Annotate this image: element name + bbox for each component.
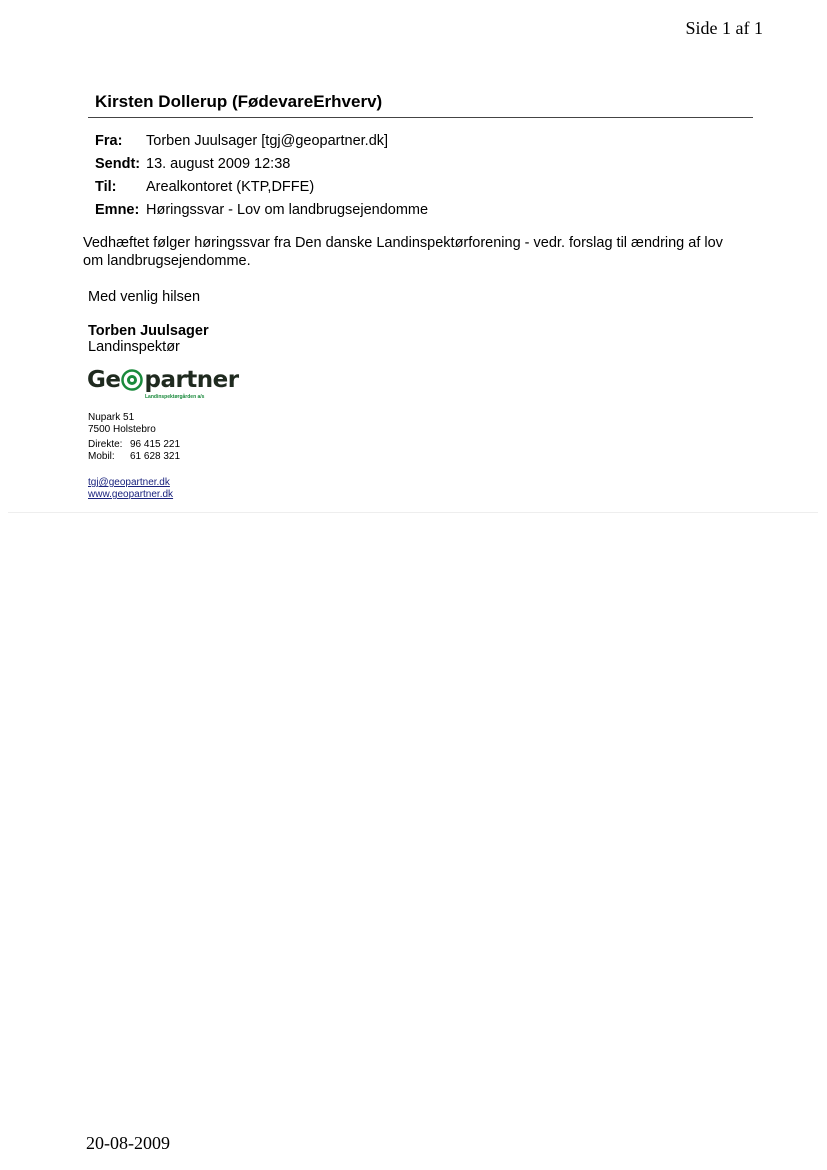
website-link[interactable]: www.geopartner.dk [88, 489, 174, 500]
signature-title: Landinspektør [88, 339, 180, 355]
phone-label: Mobil: [88, 451, 115, 462]
header-subject [95, 198, 428, 221]
phone-label: Direkte: [88, 439, 123, 450]
email-link[interactable]: tgj@geopartner.dk [88, 477, 170, 488]
logo-text-ge: Ge [87, 367, 121, 393]
logo-text-partner: partner [144, 367, 239, 393]
header-label: Emne: [95, 201, 140, 218]
address-city: 7500 Holstebro [88, 424, 156, 435]
header-from [95, 129, 428, 152]
mailbox-owner-heading: Kirsten Dollerup (FødevareErhverv) [95, 92, 383, 111]
header-label: Til: [95, 178, 117, 195]
header-label: Sendt: [95, 155, 141, 172]
email-headers [95, 129, 428, 221]
header-value: Høringssvar - Lov om landbrugsejendomme [146, 201, 429, 218]
phone-direct [88, 439, 180, 451]
geopartner-logo [87, 366, 247, 406]
header-value: Torben Juulsager [tgj@geopartner.dk] [146, 132, 389, 149]
header-value: 13. august 2009 12:38 [146, 155, 291, 172]
footer-date: 20-08-2009 [86, 1133, 170, 1153]
address-street: Nupark 51 [88, 412, 135, 423]
phone-number: 61 628 321 [130, 451, 181, 462]
header-value: Arealkontoret (KTP,DFFE) [146, 178, 315, 195]
phone-mobile [88, 451, 180, 463]
logo-tagline: Landinspektørgården a/s [145, 394, 205, 400]
signature-address [88, 412, 156, 436]
scan-artifact-line [8, 512, 818, 513]
signature-links [88, 477, 173, 501]
greeting: Med venlig hilsen [88, 289, 201, 305]
header-label: Fra: [95, 132, 123, 149]
email-body: Vedhæftet følger høringssvar fra Den danske Landinspektørforening - vedr. forslag til ændring af lov om landbrugsejendomme. [83, 235, 723, 269]
geopartner-o-icon [121, 369, 143, 391]
header-sent [95, 152, 428, 175]
header-to [95, 175, 428, 198]
signature-name: Torben Juulsager [88, 323, 209, 339]
heading-divider [88, 117, 753, 118]
page-number: Side 1 af 1 [685, 18, 763, 38]
phone-number: 96 415 221 [130, 439, 181, 450]
signature-phones [88, 439, 180, 463]
